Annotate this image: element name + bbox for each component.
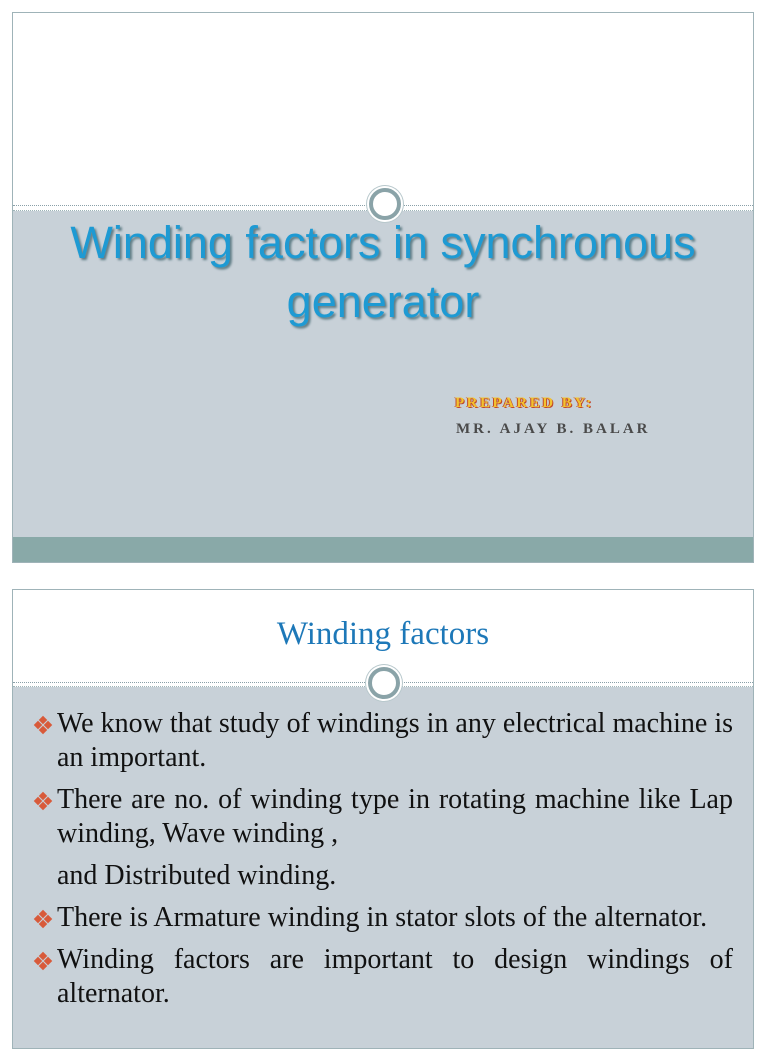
slide-title: Winding factors in synchronous generator xyxy=(70,217,696,327)
ring-ornament xyxy=(368,667,400,699)
diamond-bullet-icon xyxy=(35,911,51,927)
list-item-text: We know that study of windings in any electrical machine is an important. xyxy=(57,708,733,773)
list-item-text: Winding factors are important to design windings of alternator. xyxy=(57,944,733,1009)
list-item-continuation: and Distributed winding. xyxy=(57,860,337,891)
list-item xyxy=(33,707,733,775)
bullet-list xyxy=(33,707,733,1019)
list-item-text: There are no. of winding type in rotating machine like Lap winding, Wave winding , xyxy=(57,784,733,849)
list-item-text: There is Armature winding in stator slots of the alternator. xyxy=(57,902,708,933)
diamond-bullet-icon xyxy=(35,953,51,969)
content-slide xyxy=(12,589,754,1049)
diamond-bullet-icon xyxy=(35,717,51,733)
prepared-by-label: PREPARED BY: xyxy=(455,395,594,411)
author-name: MR. AJAY B. BALAR xyxy=(456,421,651,437)
list-item xyxy=(33,943,733,1011)
title-slide xyxy=(12,12,754,563)
diamond-bullet-icon xyxy=(35,793,51,809)
list-item xyxy=(33,783,733,851)
list-item xyxy=(33,901,733,935)
footer-bar xyxy=(13,537,753,563)
slide-heading: Winding factors xyxy=(276,616,490,652)
